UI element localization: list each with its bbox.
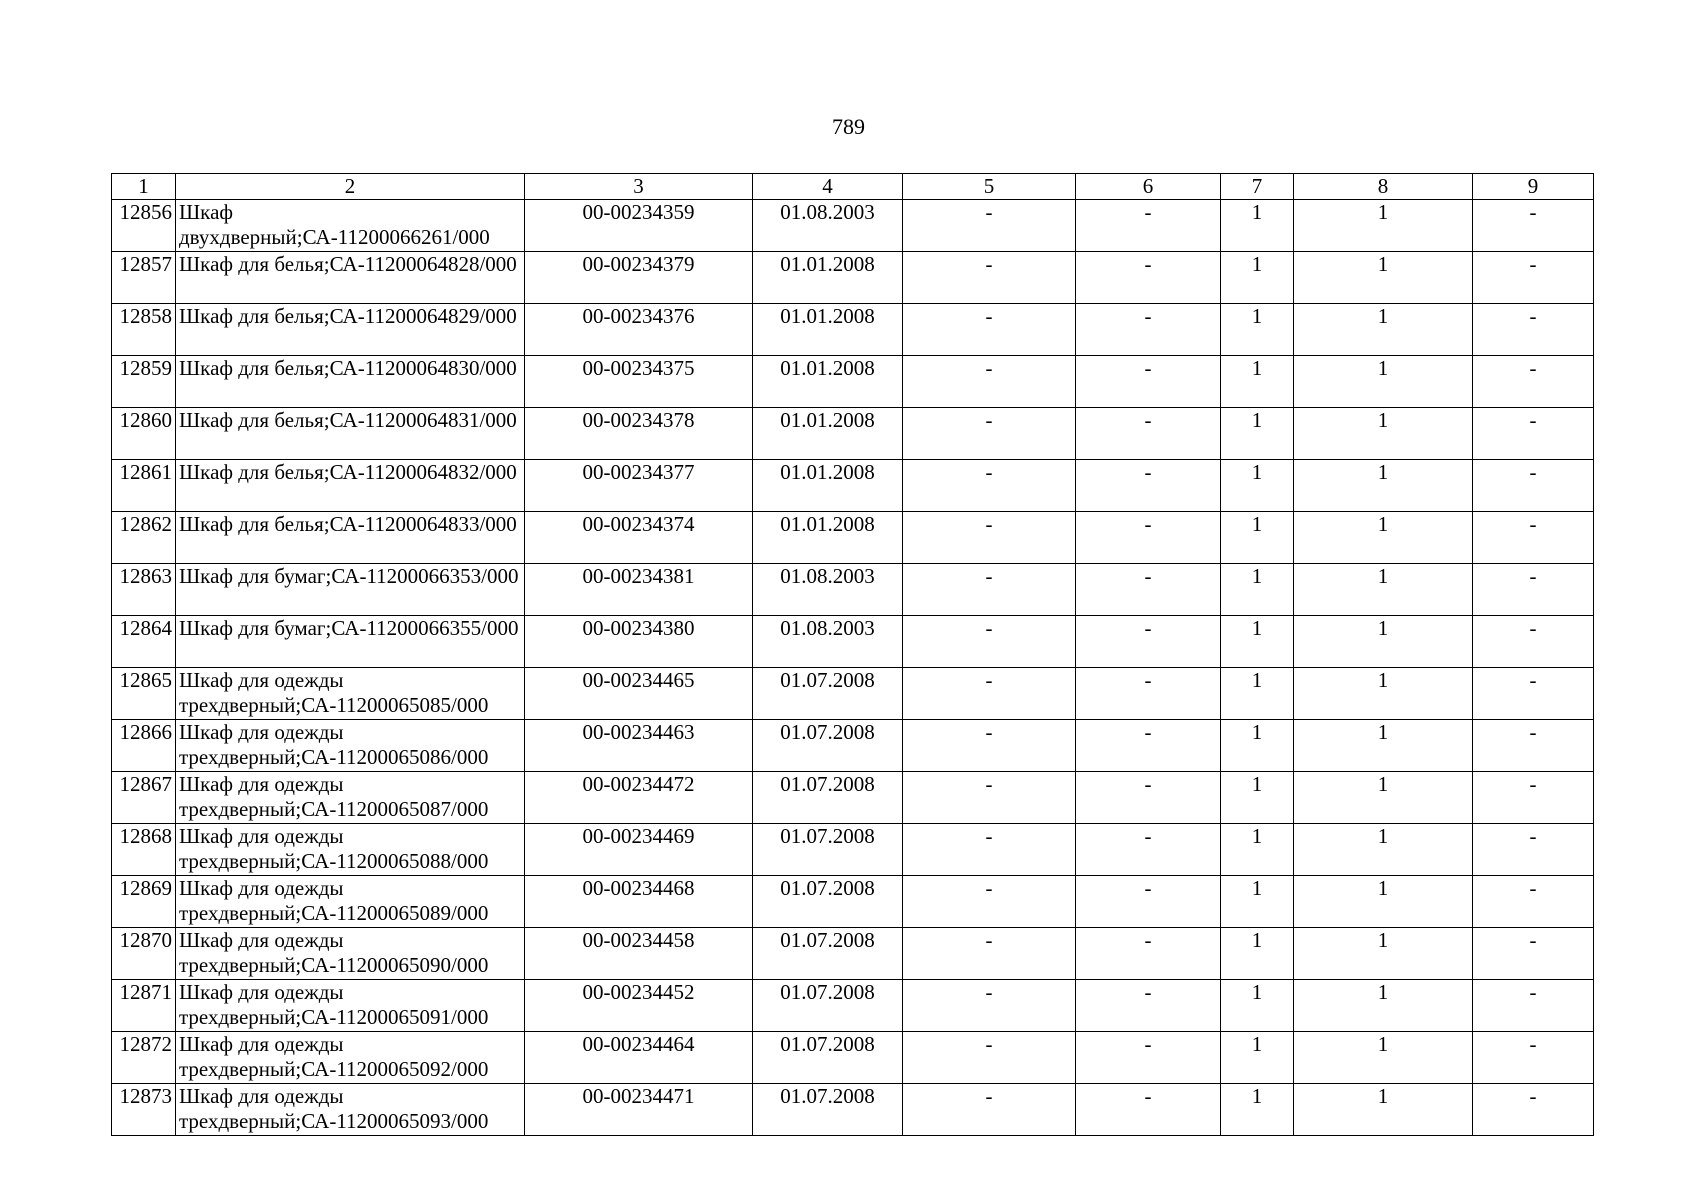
row-number-cell: 12863: [112, 564, 176, 616]
inventory-number-cell: 00-00234359: [525, 200, 753, 252]
col8-cell: 1: [1294, 720, 1473, 772]
table-row: [112, 252, 1594, 304]
col5-cell: -: [903, 928, 1076, 980]
col9-cell: -: [1473, 200, 1594, 252]
col8-cell: 1: [1294, 512, 1473, 564]
column-header: 6: [1076, 174, 1221, 200]
table-row: [112, 512, 1594, 564]
row-number-cell: 12868: [112, 824, 176, 876]
table-row: [112, 616, 1594, 668]
column-header: 8: [1294, 174, 1473, 200]
col5-cell: -: [903, 460, 1076, 512]
date-cell: 01.01.2008: [753, 408, 903, 460]
col7-cell: 1: [1221, 876, 1294, 928]
column-header: 5: [903, 174, 1076, 200]
col9-cell: -: [1473, 1032, 1594, 1084]
header-row: [112, 174, 1594, 200]
page-number: 789: [832, 114, 865, 139]
col8-cell: 1: [1294, 200, 1473, 252]
col7-cell: 1: [1221, 408, 1294, 460]
row-number-cell: 12866: [112, 720, 176, 772]
row-number-cell: 12860: [112, 408, 176, 460]
col6-cell: -: [1076, 876, 1221, 928]
col5-cell: -: [903, 1084, 1076, 1136]
col9-cell: -: [1473, 564, 1594, 616]
col9-cell: -: [1473, 772, 1594, 824]
col9-cell: -: [1473, 408, 1594, 460]
col6-cell: -: [1076, 980, 1221, 1032]
date-cell: 01.07.2008: [753, 1084, 903, 1136]
col7-cell: 1: [1221, 1084, 1294, 1136]
col6-cell: -: [1076, 200, 1221, 252]
item-name-cell: Шкаф для белья;СА-11200064830/000: [176, 356, 525, 408]
column-header: 3: [525, 174, 753, 200]
item-name-cell: Шкаф для одежды трехдверный;СА-11200065086/000: [176, 720, 525, 772]
col5-cell: -: [903, 408, 1076, 460]
date-cell: 01.07.2008: [753, 876, 903, 928]
col5-cell: -: [903, 304, 1076, 356]
col7-cell: 1: [1221, 512, 1294, 564]
col7-cell: 1: [1221, 1032, 1294, 1084]
row-number-cell: 12869: [112, 876, 176, 928]
row-number-cell: 12858: [112, 304, 176, 356]
table-row: [112, 460, 1594, 512]
table-row: [112, 668, 1594, 720]
col9-cell: -: [1473, 460, 1594, 512]
row-number-cell: 12873: [112, 1084, 176, 1136]
table-row: [112, 980, 1594, 1032]
row-number-cell: 12857: [112, 252, 176, 304]
col5-cell: -: [903, 564, 1076, 616]
col5-cell: -: [903, 616, 1076, 668]
col8-cell: 1: [1294, 1084, 1473, 1136]
table-row: [112, 876, 1594, 928]
inventory-number-cell: 00-00234375: [525, 356, 753, 408]
row-number-cell: 12861: [112, 460, 176, 512]
col6-cell: -: [1076, 460, 1221, 512]
inventory-number-cell: 00-00234381: [525, 564, 753, 616]
col9-cell: -: [1473, 616, 1594, 668]
table-row: [112, 304, 1594, 356]
inventory-number-cell: 00-00234380: [525, 616, 753, 668]
col8-cell: 1: [1294, 772, 1473, 824]
col5-cell: -: [903, 200, 1076, 252]
inventory-number-cell: 00-00234465: [525, 668, 753, 720]
registry-table: [111, 173, 1594, 1136]
col8-cell: 1: [1294, 356, 1473, 408]
col9-cell: -: [1473, 980, 1594, 1032]
col6-cell: -: [1076, 616, 1221, 668]
col7-cell: 1: [1221, 720, 1294, 772]
row-number-cell: 12862: [112, 512, 176, 564]
inventory-number-cell: 00-00234378: [525, 408, 753, 460]
col6-cell: -: [1076, 772, 1221, 824]
table-row: [112, 356, 1594, 408]
col9-cell: -: [1473, 304, 1594, 356]
col9-cell: -: [1473, 356, 1594, 408]
col8-cell: 1: [1294, 304, 1473, 356]
item-name-cell: Шкаф для белья;СА-11200064831/000: [176, 408, 525, 460]
col9-cell: -: [1473, 824, 1594, 876]
col9-cell: -: [1473, 928, 1594, 980]
col7-cell: 1: [1221, 980, 1294, 1032]
col7-cell: 1: [1221, 304, 1294, 356]
item-name-cell: Шкаф для белья;СА-11200064833/000: [176, 512, 525, 564]
item-name-cell: Шкаф для одежды трехдверный;СА-11200065093/000: [176, 1084, 525, 1136]
col5-cell: -: [903, 980, 1076, 1032]
item-name-cell: Шкаф для бумаг;СА-11200066355/000: [176, 616, 525, 668]
date-cell: 01.01.2008: [753, 512, 903, 564]
column-header: 4: [753, 174, 903, 200]
date-cell: 01.07.2008: [753, 824, 903, 876]
table-row: [112, 1032, 1594, 1084]
item-name-cell: Шкаф для одежды трехдверный;СА-11200065090/000: [176, 928, 525, 980]
item-name-cell: Шкаф для одежды трехдверный;СА-11200065088/000: [176, 824, 525, 876]
col7-cell: 1: [1221, 668, 1294, 720]
col7-cell: 1: [1221, 824, 1294, 876]
date-cell: 01.07.2008: [753, 720, 903, 772]
col8-cell: 1: [1294, 1032, 1473, 1084]
table-header: [112, 174, 1594, 200]
col9-cell: -: [1473, 720, 1594, 772]
col8-cell: 1: [1294, 564, 1473, 616]
date-cell: 01.01.2008: [753, 460, 903, 512]
col9-cell: -: [1473, 512, 1594, 564]
inventory-number-cell: 00-00234468: [525, 876, 753, 928]
date-cell: 01.07.2008: [753, 928, 903, 980]
col7-cell: 1: [1221, 564, 1294, 616]
col8-cell: 1: [1294, 980, 1473, 1032]
column-header: 2: [176, 174, 525, 200]
date-cell: 01.01.2008: [753, 356, 903, 408]
col7-cell: 1: [1221, 200, 1294, 252]
col7-cell: 1: [1221, 616, 1294, 668]
date-cell: 01.07.2008: [753, 772, 903, 824]
col6-cell: -: [1076, 408, 1221, 460]
col5-cell: -: [903, 668, 1076, 720]
col5-cell: -: [903, 720, 1076, 772]
col5-cell: -: [903, 1032, 1076, 1084]
item-name-cell: Шкаф для одежды трехдверный;СА-11200065087/000: [176, 772, 525, 824]
row-number-cell: 12856: [112, 200, 176, 252]
col6-cell: -: [1076, 668, 1221, 720]
row-number-cell: 12867: [112, 772, 176, 824]
date-cell: 01.07.2008: [753, 980, 903, 1032]
col6-cell: -: [1076, 928, 1221, 980]
col5-cell: -: [903, 356, 1076, 408]
col8-cell: 1: [1294, 824, 1473, 876]
inventory-number-cell: 00-00234452: [525, 980, 753, 1032]
table-row: [112, 408, 1594, 460]
table-row: [112, 564, 1594, 616]
col8-cell: 1: [1294, 928, 1473, 980]
date-cell: 01.07.2008: [753, 668, 903, 720]
col8-cell: 1: [1294, 668, 1473, 720]
item-name-cell: Шкаф для белья;СА-11200064829/000: [176, 304, 525, 356]
col7-cell: 1: [1221, 928, 1294, 980]
table-row: [112, 1084, 1594, 1136]
col6-cell: -: [1076, 720, 1221, 772]
col5-cell: -: [903, 772, 1076, 824]
inventory-number-cell: 00-00234374: [525, 512, 753, 564]
col6-cell: -: [1076, 304, 1221, 356]
col5-cell: -: [903, 876, 1076, 928]
item-name-cell: Шкаф для бумаг;СА-11200066353/000: [176, 564, 525, 616]
col8-cell: 1: [1294, 616, 1473, 668]
table-row: [112, 200, 1594, 252]
col6-cell: -: [1076, 252, 1221, 304]
col6-cell: -: [1076, 1032, 1221, 1084]
date-cell: 01.08.2003: [753, 200, 903, 252]
date-cell: 01.07.2008: [753, 1032, 903, 1084]
inventory-number-cell: 00-00234377: [525, 460, 753, 512]
col6-cell: -: [1076, 564, 1221, 616]
item-name-cell: Шкаф для одежды трехдверный;СА-11200065092/000: [176, 1032, 525, 1084]
inventory-number-cell: 00-00234463: [525, 720, 753, 772]
inventory-number-cell: 00-00234471: [525, 1084, 753, 1136]
row-number-cell: 12864: [112, 616, 176, 668]
col6-cell: -: [1076, 512, 1221, 564]
col8-cell: 1: [1294, 460, 1473, 512]
table-row: [112, 928, 1594, 980]
date-cell: 01.08.2003: [753, 564, 903, 616]
col6-cell: -: [1076, 824, 1221, 876]
inventory-number-cell: 00-00234376: [525, 304, 753, 356]
date-cell: 01.01.2008: [753, 252, 903, 304]
col9-cell: -: [1473, 668, 1594, 720]
inventory-number-cell: 00-00234379: [525, 252, 753, 304]
col9-cell: -: [1473, 1084, 1594, 1136]
row-number-cell: 12871: [112, 980, 176, 1032]
col5-cell: -: [903, 512, 1076, 564]
col8-cell: 1: [1294, 876, 1473, 928]
col7-cell: 1: [1221, 460, 1294, 512]
item-name-cell: Шкаф для белья;СА-11200064828/000: [176, 252, 525, 304]
table-row: [112, 720, 1594, 772]
row-number-cell: 12870: [112, 928, 176, 980]
col7-cell: 1: [1221, 356, 1294, 408]
col9-cell: -: [1473, 876, 1594, 928]
inventory-number-cell: 00-00234469: [525, 824, 753, 876]
col7-cell: 1: [1221, 252, 1294, 304]
item-name-cell: Шкаф для одежды трехдверный;СА-11200065089/000: [176, 876, 525, 928]
inventory-number-cell: 00-00234464: [525, 1032, 753, 1084]
date-cell: 01.01.2008: [753, 304, 903, 356]
col8-cell: 1: [1294, 252, 1473, 304]
row-number-cell: 12859: [112, 356, 176, 408]
col5-cell: -: [903, 824, 1076, 876]
row-number-cell: 12865: [112, 668, 176, 720]
column-header: 1: [112, 174, 176, 200]
col6-cell: -: [1076, 356, 1221, 408]
table-row: [112, 824, 1594, 876]
table-row: [112, 772, 1594, 824]
col6-cell: -: [1076, 1084, 1221, 1136]
col8-cell: 1: [1294, 408, 1473, 460]
inventory-number-cell: 00-00234458: [525, 928, 753, 980]
column-header: 7: [1221, 174, 1294, 200]
table-body: [112, 200, 1594, 1136]
inventory-number-cell: 00-00234472: [525, 772, 753, 824]
item-name-cell: Шкаф для одежды трехдверный;СА-11200065091/000: [176, 980, 525, 1032]
row-number-cell: 12872: [112, 1032, 176, 1084]
item-name-cell: Шкаф для одежды трехдверный;СА-11200065085/000: [176, 668, 525, 720]
item-name-cell: Шкаф двухдверный;СА-11200066261/000: [176, 200, 525, 252]
col5-cell: -: [903, 252, 1076, 304]
date-cell: 01.08.2003: [753, 616, 903, 668]
column-header: 9: [1473, 174, 1594, 200]
col9-cell: -: [1473, 252, 1594, 304]
item-name-cell: Шкаф для белья;СА-11200064832/000: [176, 460, 525, 512]
col7-cell: 1: [1221, 772, 1294, 824]
